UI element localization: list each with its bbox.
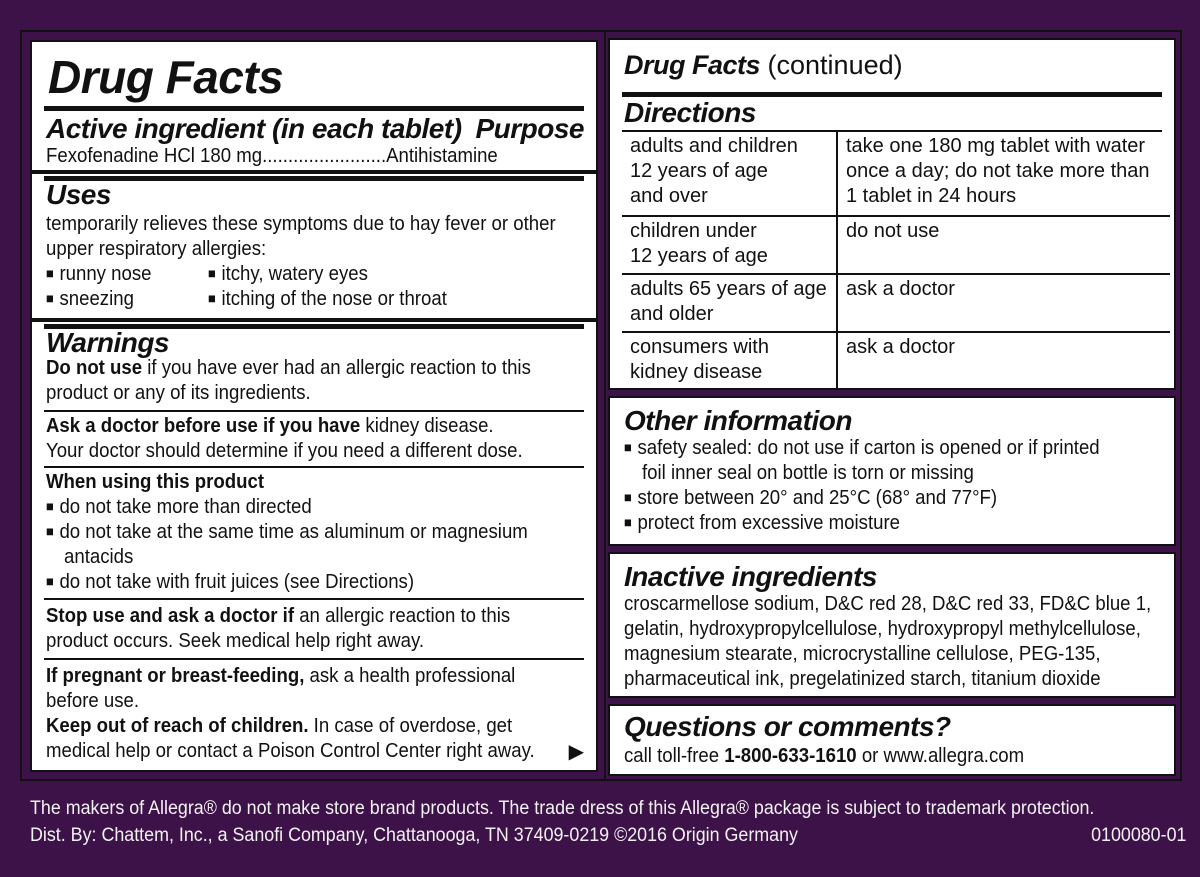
directions-table [622, 132, 1170, 389]
who-text: consumers with [630, 336, 769, 358]
continue-arrow-icon: ▶ [568, 741, 584, 763]
questions-suffix: or www.allegra.com [856, 745, 1025, 767]
keep-out-text: In case of overdose, get [308, 715, 513, 737]
distributor-line: Dist. By: Chattem, Inc., a Sanofi Company, Chattanooga, TN 37409-0219 ©2016 Origin Germany [30, 825, 798, 846]
who-text: children under [630, 220, 757, 242]
directions-who [622, 274, 837, 332]
other-info-item: ■ protect from excessive moisture [624, 511, 900, 537]
inactive-ingredients-box [608, 552, 1176, 698]
directions-what [837, 216, 1170, 274]
stop-use-line [46, 604, 510, 629]
when-using-item-cont: antacids [64, 546, 134, 568]
questions-heading: Questions or comments? [624, 711, 951, 742]
directions-who [622, 332, 837, 389]
keep-out-line [46, 714, 512, 739]
uses-line-1: temporarily relieves these symptoms due to hay fever or other [46, 213, 556, 235]
directions-what [837, 274, 1170, 332]
who-text: and older [630, 303, 714, 325]
drug-facts-left-panel [20, 30, 608, 781]
directions-box [608, 38, 1176, 390]
ask-doctor-line [46, 414, 494, 439]
uses-divider [44, 176, 584, 181]
stop-use-text: an allergic reaction to this [294, 605, 511, 627]
active-ingredient-box [30, 40, 598, 172]
other-info-item: ■ store between 20° and 25°C (68° and 77°F) [624, 486, 997, 512]
trademark-notice: The makers of Allegra® do not make store brand products. The trade dress of this Allegra® package is subject to trademark protection. [30, 798, 1095, 819]
other-information-heading: Other information [624, 405, 852, 436]
continued-title [624, 50, 903, 80]
phone-number: 1-800-633-1610 [724, 745, 857, 767]
directions-heading: Directions [624, 97, 756, 128]
directions-who [622, 132, 837, 216]
uses-box [30, 172, 598, 320]
directions-who [622, 216, 837, 274]
uses-item: ■ itching of the nose or throat [208, 287, 447, 313]
other-info-item-cont: foil inner seal on bottle is torn or missing [642, 462, 974, 484]
leader-dots: ........................ [262, 145, 387, 167]
table-row [622, 332, 1170, 389]
ask-doctor-text: kidney disease. [360, 415, 494, 437]
who-text: adults and children [630, 135, 798, 157]
pregnant-bold: If pregnant or breast-feeding, [46, 665, 305, 687]
what-text: 1 tablet in 24 hours [846, 185, 1017, 207]
when-using-item: ■ do not take with fruit juices (see Directions) [46, 570, 414, 596]
pregnant-text: ask a health professional [304, 665, 516, 687]
what-text: once a day; do not take more than [846, 160, 1150, 182]
what-text: take one 180 mg tablet with water [846, 135, 1146, 157]
warnings-rule [44, 658, 584, 660]
directions-what [837, 132, 1170, 216]
inactive-line: magnesium stearate, microcrystalline cellulose, PEG-135, [624, 643, 1101, 665]
ask-doctor-bold: Ask a doctor before use if you have [46, 415, 361, 437]
other-info-item: ■ safety sealed: do not use if carton is opened or if printed [624, 436, 1100, 462]
questions-prefix: call toll-free [624, 745, 725, 767]
warnings-box [30, 320, 598, 772]
pregnant-line [46, 664, 515, 689]
who-text: kidney disease [630, 361, 763, 383]
warnings-rule [44, 466, 584, 468]
inactive-line: croscarmellose sodium, D&C red 28, D&C red 33, FD&C blue 1, [624, 593, 1152, 615]
table-row [622, 216, 1170, 274]
keep-out-bold: Keep out of reach of children. [46, 715, 309, 737]
warnings-heading: Warnings [46, 327, 170, 358]
pregnant-line-2: before use. [46, 690, 140, 712]
ask-doctor-line-2: Your doctor should determine if you need a different dose. [46, 440, 523, 462]
warnings-rule [44, 598, 584, 600]
ingredient-name: Fexofenadine HCl 180 mg [46, 145, 263, 167]
when-using-heading: When using this product [46, 471, 265, 493]
ingredient-line [46, 144, 585, 169]
inactive-line: gelatin, hydroxypropylcellulose, hydroxypropyl methylcellulose, [624, 618, 1141, 640]
table-row [622, 274, 1170, 332]
uses-item: ■ itchy, watery eyes [208, 262, 368, 288]
table-row [622, 132, 1170, 216]
uses-item: ■ runny nose [46, 262, 151, 288]
uses-line-2: upper respiratory allergies: [46, 238, 267, 260]
inactive-ingredients-heading: Inactive ingredients [624, 561, 877, 592]
who-text: 12 years of age [630, 160, 768, 182]
questions-box [608, 704, 1176, 776]
do-not-use-line [46, 356, 531, 381]
inactive-line: pharmaceutical ink, pregelatinized starch, titanium dioxide [624, 668, 1101, 690]
what-text: ask a doctor [846, 278, 955, 300]
keep-out-line-2: medical help or contact a Poison Control Center right away. [46, 740, 535, 762]
stop-use-bold: Stop use and ask a doctor if [46, 605, 295, 627]
product-code: 0100080-01 [1090, 825, 1186, 846]
drug-facts-right-panel [604, 30, 1182, 781]
uses-heading: Uses [46, 179, 111, 210]
continued-title-main: Drug Facts [624, 50, 761, 80]
ingredient-purpose: Antihistamine [386, 145, 498, 167]
when-using-item: ■ do not take at the same time as aluminum or magnesium [46, 520, 528, 546]
who-text: adults 65 years of age [630, 278, 827, 300]
other-information-box [608, 396, 1176, 546]
who-text: 12 years of age [630, 245, 768, 267]
purpose-heading: Purpose [475, 113, 584, 144]
what-text: do not use [846, 220, 940, 242]
do-not-use-line-2: product or any of its ingredients. [46, 382, 311, 404]
continued-title-suffix: (continued) [760, 50, 903, 80]
drug-facts-title: Drug Facts [48, 51, 284, 103]
directions-what [837, 332, 1170, 389]
uses-item: ■ sneezing [46, 287, 134, 313]
warnings-rule [44, 410, 584, 412]
do-not-use-text: if you have ever had an allergic reaction to this [142, 357, 531, 379]
what-text: ask a doctor [846, 336, 955, 358]
who-text: and over [630, 185, 708, 207]
questions-line [624, 744, 1024, 769]
when-using-item: ■ do not take more than directed [46, 495, 312, 521]
title-divider [44, 106, 584, 111]
stop-use-line-2: product occurs. Seek medical help right away. [46, 630, 425, 652]
active-ingredient-heading: Active ingredient (in each tablet) [46, 113, 462, 144]
do-not-use-bold: Do not use [46, 357, 143, 379]
